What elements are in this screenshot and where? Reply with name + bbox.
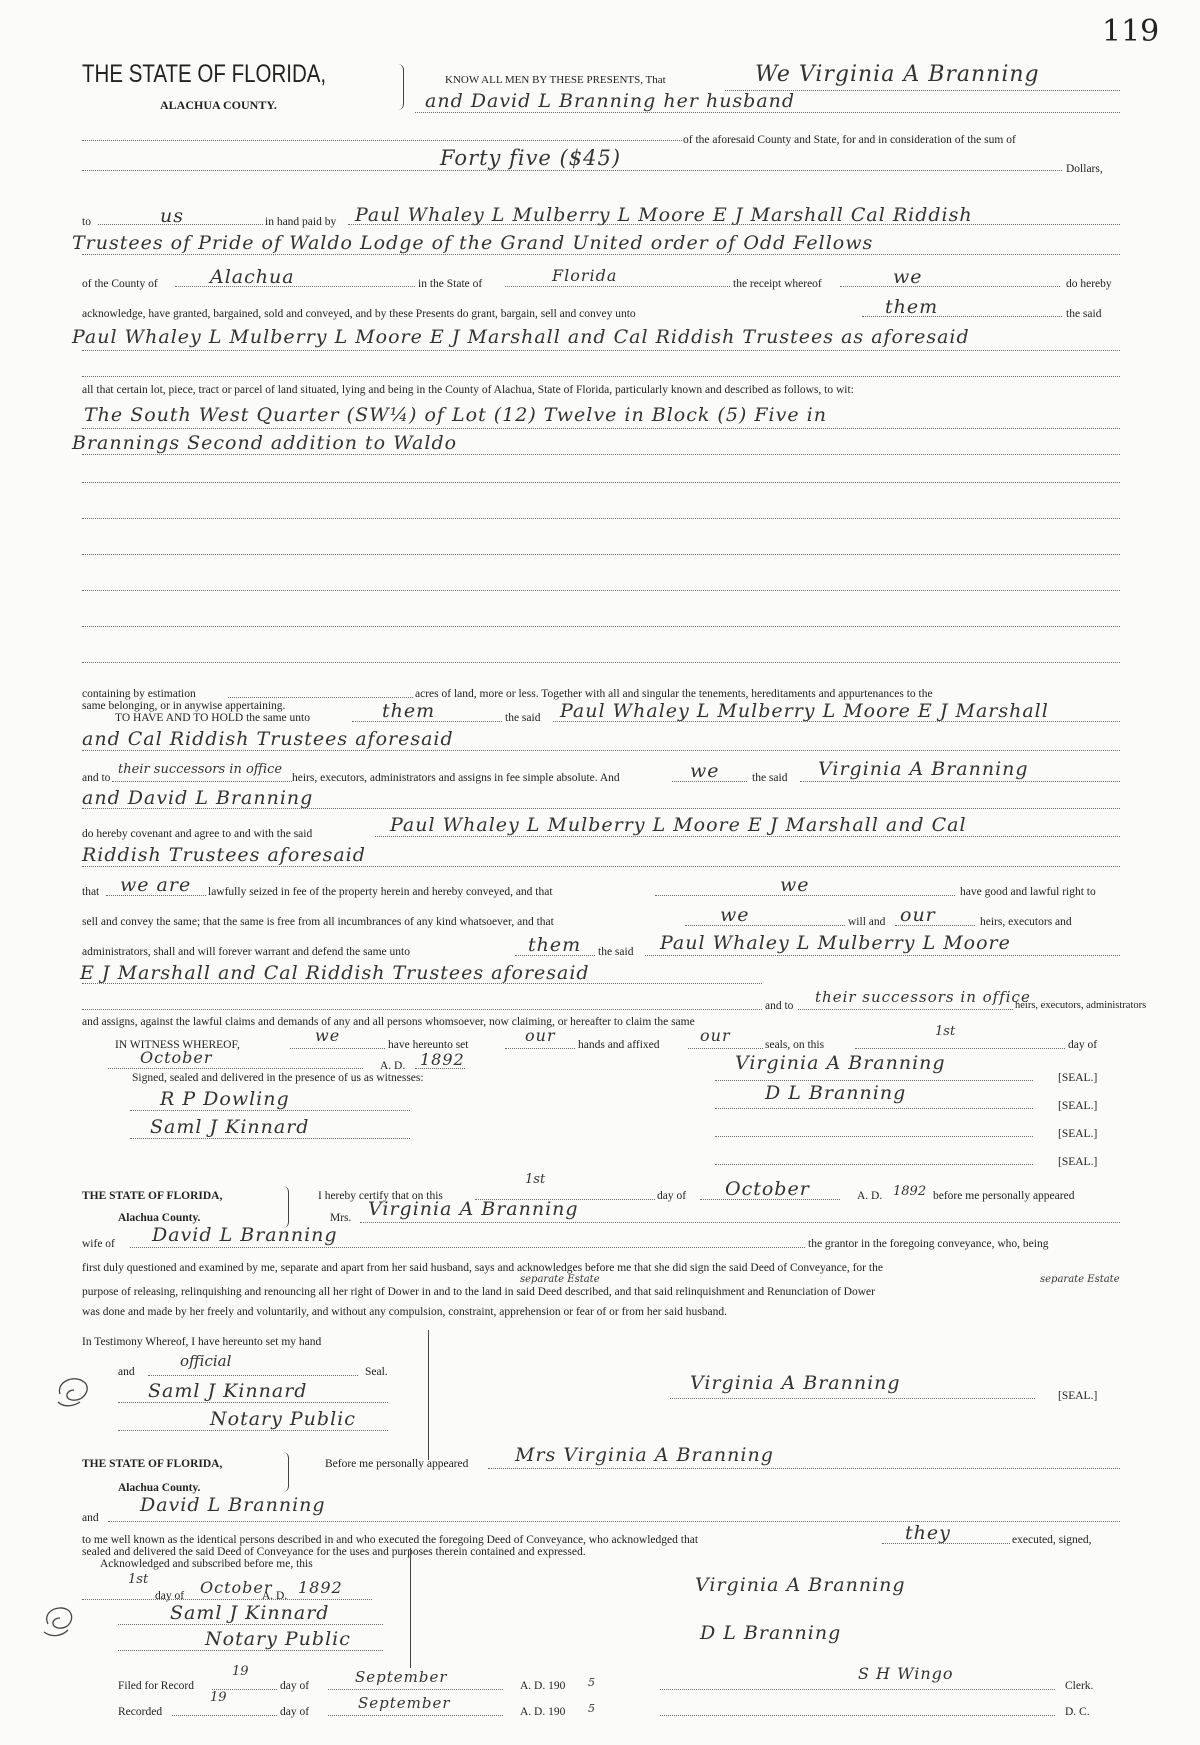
notary-seal-2 bbox=[40, 1600, 80, 1640]
grantor-signature-1: Virginia A Branning bbox=[735, 1052, 946, 1074]
state-value: Florida bbox=[552, 266, 618, 285]
grantees-line-2: Trustees of Pride of Waldo Lodge of the Grand United order of Odd Fellows bbox=[72, 232, 874, 254]
grantors-line-1: We Virginia A Branning bbox=[755, 62, 1040, 87]
ack2-para-1: to me well known as the identical persons described in and who executed the foregoing Deed of Conveyance, who acknowledged that bbox=[82, 1534, 699, 1546]
recorded-label: Recorded bbox=[118, 1706, 163, 1718]
habendum-names-2: and Cal Riddish Trustees aforesaid bbox=[82, 728, 454, 750]
ack2-before-name: Mrs Virginia A Branning bbox=[515, 1444, 774, 1466]
and-to-label-2: and to bbox=[765, 1000, 794, 1012]
the-said-1: the said bbox=[1066, 308, 1102, 320]
ack1-notary-1: Saml J Kinnard bbox=[148, 1380, 308, 1402]
ad-label-1: A. D. bbox=[380, 1060, 406, 1072]
grantors-line-2: and David L Branning her husband bbox=[425, 90, 796, 112]
dollars-label: Dollars, bbox=[1066, 163, 1103, 175]
county-of-label: of the County of bbox=[82, 278, 158, 290]
seal-3: [SEAL.] bbox=[1058, 1128, 1098, 1140]
to-label: to bbox=[82, 216, 91, 228]
signed-text: Signed, sealed and delivered in the presence of us as witnesses: bbox=[132, 1072, 424, 1084]
day-of-label-1: day of bbox=[1068, 1039, 1098, 1051]
covenant-names-4: E J Marshall and Cal Riddish Trustees aforesaid bbox=[80, 962, 590, 984]
grantor-name-1: Virginia A Branning bbox=[818, 758, 1029, 780]
ack2-year: 1892 bbox=[298, 1578, 343, 1597]
seal-word: Seal. bbox=[365, 1366, 388, 1378]
seized-value: we bbox=[780, 874, 810, 896]
husband-name: David L Branning bbox=[152, 1224, 338, 1246]
that-value: we are bbox=[120, 874, 192, 896]
heirs-text-2: heirs, executors, administrators bbox=[1015, 1000, 1147, 1011]
rec-year: 5 bbox=[588, 1702, 595, 1715]
executed-text: executed, signed, bbox=[1012, 1534, 1092, 1546]
official-value: official bbox=[180, 1352, 232, 1370]
to-have-unto: them bbox=[382, 700, 436, 722]
wife-of-label: wife of bbox=[82, 1238, 115, 1250]
containing-label: containing by estimation bbox=[82, 688, 196, 700]
ack2-and-name: David L Branning bbox=[140, 1494, 326, 1516]
seals-label: seals, on this bbox=[765, 1039, 825, 1051]
consideration-amount: Forty five ($45) bbox=[440, 146, 622, 170]
subscribed-text: Acknowledged and subscribed before me, this bbox=[100, 1558, 313, 1570]
insert-1: separate Estate bbox=[520, 1274, 600, 1285]
ad-label-3: A. D. bbox=[262, 1590, 288, 1602]
seal-4: [SEAL.] bbox=[1058, 1156, 1098, 1168]
paid-by-label: in hand paid by bbox=[265, 216, 337, 228]
the-said-3: the said bbox=[752, 772, 788, 784]
day-of-label-5: day of bbox=[280, 1706, 310, 1718]
have-good-text: have good and lawful right to bbox=[960, 886, 1096, 898]
ad-label-5: A. D. 190 bbox=[520, 1706, 566, 1718]
receipt-label: the receipt whereof bbox=[733, 278, 822, 290]
grantor-text: the grantor in the foregoing conveyance, who, being bbox=[808, 1238, 1049, 1250]
they-value: they bbox=[905, 1522, 951, 1544]
will-and-label: will and bbox=[848, 916, 886, 928]
filed-month: September bbox=[355, 1668, 448, 1686]
the-said-2: the said bbox=[505, 712, 541, 724]
ack1-year: 1892 bbox=[893, 1184, 927, 1199]
page-number: 119 bbox=[1102, 14, 1160, 49]
acres-text: acres of land, more or less. Together with all and singular the tenements, hereditaments and appurtenances to the bbox=[415, 688, 933, 700]
county-title: ALACHUA COUNTY. bbox=[160, 98, 277, 112]
the-said-4: the said bbox=[598, 946, 634, 958]
ack2-notary-1: Saml J Kinnard bbox=[170, 1602, 330, 1624]
rec-month: September bbox=[358, 1694, 451, 1712]
ack1-para-1: first duly questioned and examined by me, separate and apart from her said husband, says and acknowledges before me that she did sign the said Deed of Conveyance, for the bbox=[82, 1262, 883, 1274]
seal-5: [SEAL.] bbox=[1058, 1390, 1098, 1402]
filed-label: Filed for Record bbox=[118, 1680, 195, 1692]
to-have-text: TO HAVE AND TO HOLD the same unto bbox=[115, 712, 310, 724]
ack2-notary-2: Notary Public bbox=[205, 1628, 351, 1650]
covenant-names-3: Paul Whaley L Mulberry L Moore bbox=[660, 932, 1011, 954]
land-desc-2: Brannings Second addition to Waldo bbox=[72, 432, 458, 454]
covenant-names-2: Riddish Trustees aforesaid bbox=[82, 844, 366, 866]
before-text-2: Before me personally appeared bbox=[325, 1458, 469, 1470]
and-to-value-1: their successors in office bbox=[118, 762, 283, 777]
admin-text: administrators, shall and will forever warrant and defend the same unto bbox=[82, 946, 410, 958]
clerk-name: S H Wingo bbox=[858, 1664, 954, 1683]
assigns-text: and assigns, against the lawful claims and demands of any and all persons whomsoever, now claiming, or hereafter to claim the same bbox=[82, 1016, 695, 1028]
ack2-state: THE STATE OF FLORIDA, bbox=[82, 1458, 223, 1470]
sell-text: sell and convey the same; that the same is free from all incumbrances of any kind whatsoever, and that bbox=[82, 916, 554, 928]
heirs-text-1: heirs, executors, administrators and assigns in fee simple absolute. And bbox=[292, 772, 620, 784]
day-of-label-4: day of bbox=[280, 1680, 310, 1692]
county-value: Alachua bbox=[210, 266, 295, 288]
notary-seal-1 bbox=[54, 1372, 94, 1412]
and-label-2: and bbox=[82, 1512, 99, 1524]
ack2-county: Alachua County. bbox=[118, 1482, 201, 1494]
receipt-value: we bbox=[893, 266, 923, 288]
witness-year: 1892 bbox=[420, 1050, 465, 1069]
do-hereby-label: do hereby bbox=[1066, 278, 1112, 290]
heirs-exec-text: heirs, executors and bbox=[980, 916, 1072, 928]
ack1-county: Alachua County. bbox=[118, 1212, 201, 1224]
habendum-names-1: Paul Whaley L Mulberry L Moore E J Marshall bbox=[560, 700, 1049, 722]
day-of-label-2: day of bbox=[657, 1190, 687, 1202]
grantor-signature-2: D L Branning bbox=[765, 1082, 907, 1104]
and-to-label-1: and to bbox=[82, 772, 111, 784]
covenant-text: do hereby covenant and agree to and with the said bbox=[82, 828, 313, 840]
before-text-1: before me personally appeared bbox=[933, 1190, 1075, 1202]
ack1-state: THE STATE OF FLORIDA, bbox=[82, 1190, 223, 1202]
ack2-para-2: sealed and delivered the said Deed of Conveyance for the uses and purposes therein contained and expressed. bbox=[82, 1546, 586, 1558]
ack2-day: 1st bbox=[128, 1572, 149, 1587]
filed-day: 19 bbox=[232, 1664, 249, 1679]
ack1-month: October bbox=[725, 1178, 810, 1200]
mrs-name: Virginia A Branning bbox=[368, 1198, 579, 1220]
witness-whereof: IN WITNESS WHEREOF, bbox=[115, 1039, 240, 1051]
rec-day: 19 bbox=[210, 1690, 227, 1705]
land-text: all that certain lot, piece, tract or parcel of land situated, lying and being in the County of Alachua, State of Florida, particularly known and described as follows, to wit: bbox=[82, 384, 854, 396]
will-value: our bbox=[900, 904, 936, 926]
ack1-para-3: was done and made by her freely and voluntarily, and without any compulsion, constraint, apprehension or fear of or from her said husband. bbox=[82, 1306, 727, 1318]
witness-day: 1st bbox=[935, 1024, 956, 1039]
ad-label-2: A. D. bbox=[857, 1190, 883, 1202]
seal-1: [SEAL.] bbox=[1058, 1072, 1098, 1084]
sell-value: we bbox=[720, 904, 750, 926]
and-we: we bbox=[690, 760, 720, 782]
witness-month: October bbox=[140, 1048, 213, 1067]
ad-label-4: A. D. 190 bbox=[520, 1680, 566, 1692]
seal-2: [SEAL.] bbox=[1058, 1100, 1098, 1112]
set-label: have hereunto set bbox=[388, 1039, 469, 1051]
covenant-names-1: Paul Whaley L Mulberry L Moore E J Marshall and Cal bbox=[390, 814, 967, 836]
admin-value: them bbox=[528, 934, 582, 956]
witness-we: we bbox=[315, 1026, 341, 1045]
grantees-line-1: Paul Whaley L Mulberry L Moore E J Marshall Cal Riddish bbox=[355, 204, 973, 226]
and-label-1: and bbox=[118, 1366, 135, 1378]
set-value: our bbox=[525, 1026, 556, 1045]
witness-name-2: Saml J Kinnard bbox=[150, 1116, 310, 1138]
grantor-name-2: and David L Branning bbox=[82, 787, 314, 809]
and-to-value-2a: their successors in office bbox=[815, 988, 1031, 1006]
witness-name-1: R P Dowling bbox=[160, 1088, 290, 1110]
hands-value: our bbox=[700, 1026, 731, 1045]
mrs-label: Mrs. bbox=[330, 1212, 352, 1224]
ack1-para-2: purpose of releasing, relinquishing and renouncing all her right of Dower in and to the land in said Deed described, and that said relinquishment and Renunciation of Dower bbox=[82, 1286, 875, 1298]
grant-names: Paul Whaley L Mulberry L Moore E J Marshall and Cal Riddish Trustees as aforesaid bbox=[72, 326, 970, 348]
dc-label: D. C. bbox=[1065, 1706, 1090, 1718]
grant-text: acknowledge, have granted, bargained, sold and conveyed, and by these Presents do grant, bargain, sell and convey unto bbox=[82, 308, 636, 320]
land-desc-1: The South West Quarter (SW¼) of Lot (12) Twelve in Block (5) Five in bbox=[84, 404, 827, 426]
ack1-signature: Virginia A Branning bbox=[690, 1372, 901, 1394]
testimony-text: In Testimony Whereof, I have hereunto set my hand bbox=[82, 1336, 322, 1348]
state-of-label: in the State of bbox=[418, 278, 483, 290]
state-title: THE STATE OF FLORIDA, bbox=[82, 60, 327, 88]
grant-unto: them bbox=[885, 296, 939, 318]
ack2-signature-1: Virginia A Branning bbox=[695, 1574, 906, 1596]
day-of-label-3: day of bbox=[155, 1590, 185, 1602]
ack1-notary-2: Notary Public bbox=[210, 1408, 356, 1430]
know-all-men: KNOW ALL MEN BY THESE PRESENTS, That bbox=[445, 74, 666, 86]
that-label: that bbox=[82, 886, 100, 898]
insert-2: separate Estate bbox=[1040, 1274, 1120, 1285]
ack1-day: 1st bbox=[525, 1172, 546, 1187]
seized-text: lawfully seized in fee of the property herein and hereby conveyed, and that bbox=[208, 886, 553, 898]
belonging-text: same belonging, or in anywise appertaining. bbox=[82, 700, 286, 712]
clerk-label: Clerk. bbox=[1065, 1680, 1094, 1692]
ack2-signature-2: D L Branning bbox=[700, 1622, 842, 1644]
certify-text: I hereby certify that on this bbox=[318, 1190, 443, 1202]
filed-year: 5 bbox=[588, 1676, 595, 1689]
ack2-month: October bbox=[200, 1578, 273, 1597]
consideration-text: of the aforesaid County and State, for and in consideration of the sum of bbox=[683, 134, 1016, 146]
to-value: us bbox=[160, 205, 184, 227]
hands-label: hands and affixed bbox=[578, 1039, 660, 1051]
